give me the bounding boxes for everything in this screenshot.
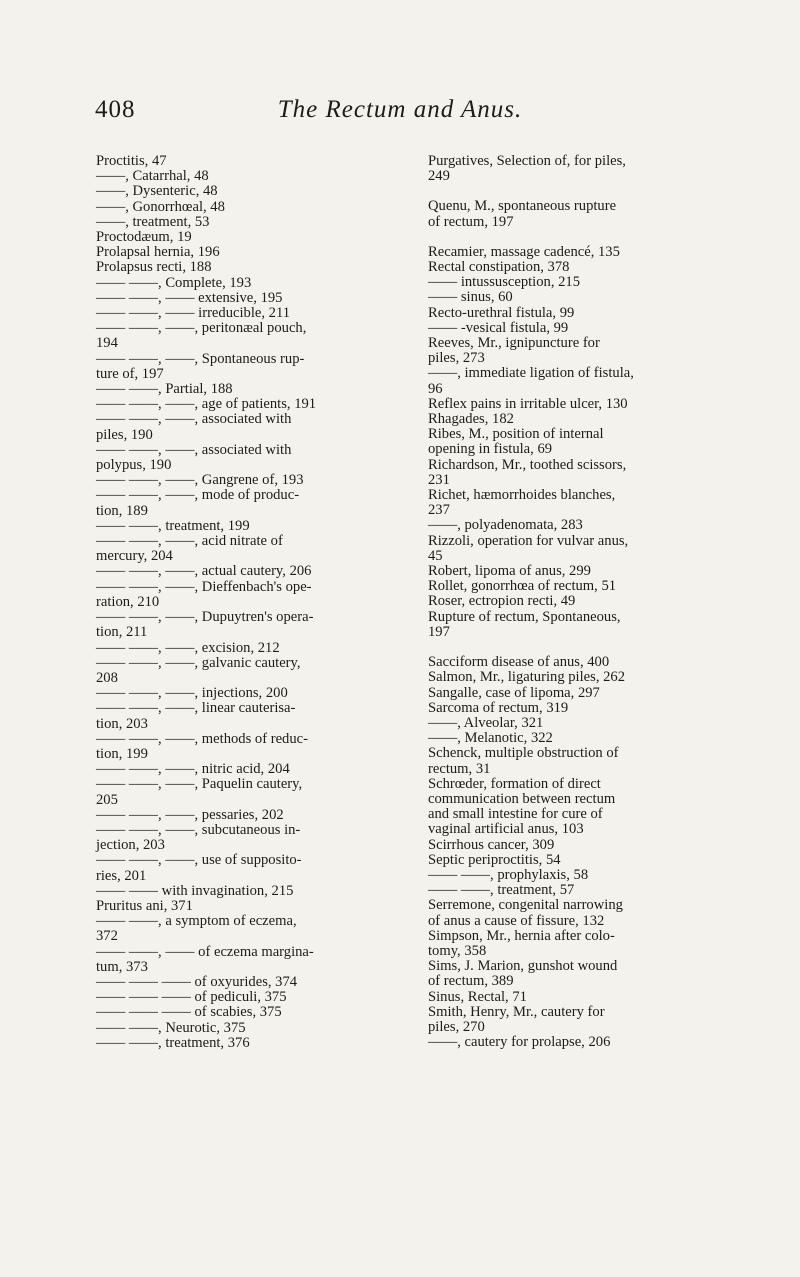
index-entry: Schenck, multiple obstruction of: [428, 745, 619, 762]
index-entry: Recamier, massage cadencé, 135: [428, 243, 620, 260]
index-entry: Richardson, Mr., toothed scissors,: [428, 456, 627, 473]
index-entry: Sinus, Rectal, 71: [428, 988, 527, 1005]
index-entry: Rizzoli, operation for vulvar anus,: [428, 532, 629, 549]
index-entry: ries, 201: [96, 867, 147, 884]
index-entry: rectum, 31: [428, 760, 491, 777]
index-entry: —— —— with invagination, 215: [96, 882, 294, 899]
entry-spacer: [428, 640, 728, 655]
index-entry: tion, 199: [96, 745, 148, 762]
index-entry: —— ——, Partial, 188: [96, 381, 233, 398]
index-entry: Robert, lipoma of anus, 299: [428, 563, 591, 580]
index-entry: 208: [96, 669, 118, 686]
index-entry: tum, 373: [96, 958, 148, 975]
index-entry: tion, 211: [96, 624, 148, 641]
index-entry: Quenu, M., spontaneous rupture: [428, 198, 617, 215]
index-entry: 96: [428, 380, 443, 397]
index-entry: Prolapsal hernia, 196: [96, 244, 220, 261]
index-entry: polypus, 190: [96, 457, 172, 474]
page-number: 408: [95, 96, 136, 123]
index-entry: —— ——, ——, acid nitrate of: [96, 533, 283, 550]
index-entry: —— -vesical fistula, 99: [428, 319, 569, 336]
index-entry: —— ——, —— extensive, 195: [96, 289, 283, 306]
index-entry: Scirrhous cancer, 309: [428, 836, 555, 853]
index-entry: Proctitis, 47: [96, 153, 167, 169]
index-entry: ——, Alveolar, 321: [428, 714, 544, 731]
index-entry: ——, Gonorrhœal, 48: [96, 198, 225, 215]
index-entry: communication between rectum: [428, 790, 616, 807]
index-entry: —— ——, ——, Dupuytren's opera-: [96, 609, 314, 626]
index-entry: —— ——, ——, use of supposito-: [96, 852, 302, 869]
index-entry: Smith, Henry, Mr., cautery for: [428, 1003, 605, 1020]
index-entry: —— ——, —— of eczema margina-: [96, 943, 314, 960]
index-entry: —— ——, ——, Dieffenbach's ope-: [96, 578, 312, 595]
index-entry: ——, Catarrhal, 48: [96, 168, 209, 185]
index-entry: Sangalle, case of lipoma, 297: [428, 684, 600, 701]
index-entry: —— ——, ——, peritonæal pouch,: [96, 320, 307, 337]
index-entry: tomy, 358: [428, 942, 487, 959]
index-entry: mercury, 204: [96, 548, 173, 565]
running-title: The Rectum and Anus.: [277, 96, 523, 123]
index-entry: 205: [96, 791, 118, 808]
index-entry: —— —— —— of scabies, 375: [96, 1004, 282, 1021]
index-entry: Reflex pains in irritable ulcer, 130: [428, 395, 628, 412]
index-entry: —— ——, ——, injections, 200: [96, 685, 288, 702]
index-entry: of rectum, 389: [428, 973, 514, 990]
entry-spacer: [428, 184, 728, 199]
index-entry: —— ——, ——, Spontaneous rup-: [96, 350, 305, 367]
index-entry: Rhagades, 182: [428, 411, 514, 428]
index-entry: Sarcoma of rectum, 319: [428, 699, 569, 716]
index-entry: —— ——, treatment, 57: [428, 882, 575, 899]
index-entry: —— ——, ——, methods of reduc-: [96, 730, 308, 747]
index-entry: 45: [428, 547, 443, 564]
index-entry: Roser, ectropion recti, 49: [428, 593, 576, 610]
index-entry: Purgatives, Selection of, for piles,: [428, 153, 626, 169]
page-header: [0, 96, 800, 136]
index-entry: 231: [428, 471, 450, 488]
index-entry: Prolapsus recti, 188: [96, 259, 212, 276]
index-entry: —— ——, ——, associated with: [96, 411, 292, 428]
index-entry: —— ——, ——, nitric acid, 204: [96, 761, 290, 778]
index-column-right: [428, 154, 728, 1050]
index-entry: Proctodæum, 19: [96, 229, 192, 246]
index-entry: jection, 203: [96, 837, 165, 854]
index-entry: —— ——, ——, subcutaneous in-: [96, 821, 301, 838]
index-entry: ture of, 197: [96, 365, 164, 382]
index-entry: ——, Dysenteric, 48: [96, 183, 218, 200]
index-entry: —— ——, prophylaxis, 58: [428, 866, 589, 883]
index-entry: —— ——, treatment, 199: [96, 517, 250, 534]
index-entry: —— intussusception, 215: [428, 274, 581, 291]
index-entry: —— —— —— of pediculi, 375: [96, 989, 287, 1006]
index-entry: —— ——, a symptom of eczema,: [96, 913, 297, 930]
index-entry: ——, cautery for prolapse, 206: [428, 1034, 611, 1051]
index-entry: —— ——, ——, galvanic cautery,: [96, 654, 301, 671]
index-entry: Salmon, Mr., ligaturing piles, 262: [428, 669, 626, 686]
index-entry: ——, Melanotic, 322: [428, 730, 553, 747]
index-entry: 237: [428, 502, 450, 519]
index-entry: tion, 189: [96, 502, 148, 519]
index-entry: —— ——, ——, excision, 212: [96, 639, 280, 656]
index-entry: 249: [428, 168, 450, 185]
entry-spacer: [428, 230, 728, 245]
index-entry: Rollet, gonorrhœa of rectum, 51: [428, 578, 617, 595]
index-entry: 197: [428, 623, 450, 640]
index-entry: opening in fistula, 69: [428, 441, 553, 458]
index-entry: of rectum, 197: [428, 213, 514, 230]
index-entry: —— ——, treatment, 376: [96, 1034, 250, 1051]
index-entry: 194: [96, 335, 118, 352]
index-entry: —— —— —— of oxyurides, 374: [96, 973, 298, 990]
index-entry: ——, immediate ligation of fistula,: [428, 365, 634, 382]
index-entry: Rectal constipation, 378: [428, 259, 570, 276]
index-entry: Ribes, M., position of internal: [428, 426, 604, 443]
index-entry: —— ——, ——, pessaries, 202: [96, 806, 284, 823]
index-entry: —— ——, ——, actual cautery, 206: [96, 563, 312, 580]
index-entry: —— ——, ——, Gangrene of, 193: [96, 472, 304, 489]
index-entry: vaginal artificial anus, 103: [428, 821, 584, 838]
index-entry: ——, polyadenomata, 283: [428, 517, 583, 534]
index-entry: —— ——, ——, linear cauterisa-: [96, 700, 296, 717]
index-entry: Serremone, congenital narrowing: [428, 897, 623, 914]
index-entry: piles, 190: [96, 426, 153, 443]
index-entry: piles, 273: [428, 350, 485, 367]
index-entry: —— ——, ——, age of patients, 191: [96, 396, 317, 413]
index-entry: Schrœder, formation of direct: [428, 775, 601, 792]
index-entry: Rupture of rectum, Spontaneous,: [428, 608, 621, 625]
index-entry: —— ——, Neurotic, 375: [96, 1019, 246, 1036]
index-entry: ——, treatment, 53: [96, 213, 210, 230]
index-entry: tion, 203: [96, 715, 148, 732]
index-entry: and small intestine for cure of: [428, 806, 603, 823]
index-entry: —— ——, ——, mode of produc-: [96, 487, 300, 504]
index-entry: ration, 210: [96, 593, 160, 610]
index-column-left: [96, 154, 396, 1051]
index-entry: —— ——, ——, Paquelin cautery,: [96, 776, 303, 793]
index-entry: Sims, J. Marion, gunshot wound: [428, 958, 618, 975]
index-entry: Septic periproctitis, 54: [428, 851, 561, 868]
index-entry: Simpson, Mr., hernia after colo-: [428, 927, 615, 944]
index-entry: Reeves, Mr., ignipuncture for: [428, 335, 600, 352]
index-entry: —— sinus, 60: [428, 289, 513, 306]
index-entry: 372: [96, 928, 118, 945]
index-entry: Sacciform disease of anus, 400: [428, 654, 610, 671]
index-entry: piles, 270: [428, 1018, 485, 1035]
index-entry: Richet, hæmorrhoides blanches,: [428, 487, 616, 504]
index-entry: —— ——, Complete, 193: [96, 274, 252, 291]
index-entry: —— ——, —— irreducible, 211: [96, 305, 291, 322]
index-entry: Pruritus ani, 371: [96, 897, 193, 914]
index-entry: —— ——, ——, associated with: [96, 441, 292, 458]
index-entry: of anus a cause of fissure, 132: [428, 912, 605, 929]
index-entry: Recto-urethral fistula, 99: [428, 304, 575, 321]
